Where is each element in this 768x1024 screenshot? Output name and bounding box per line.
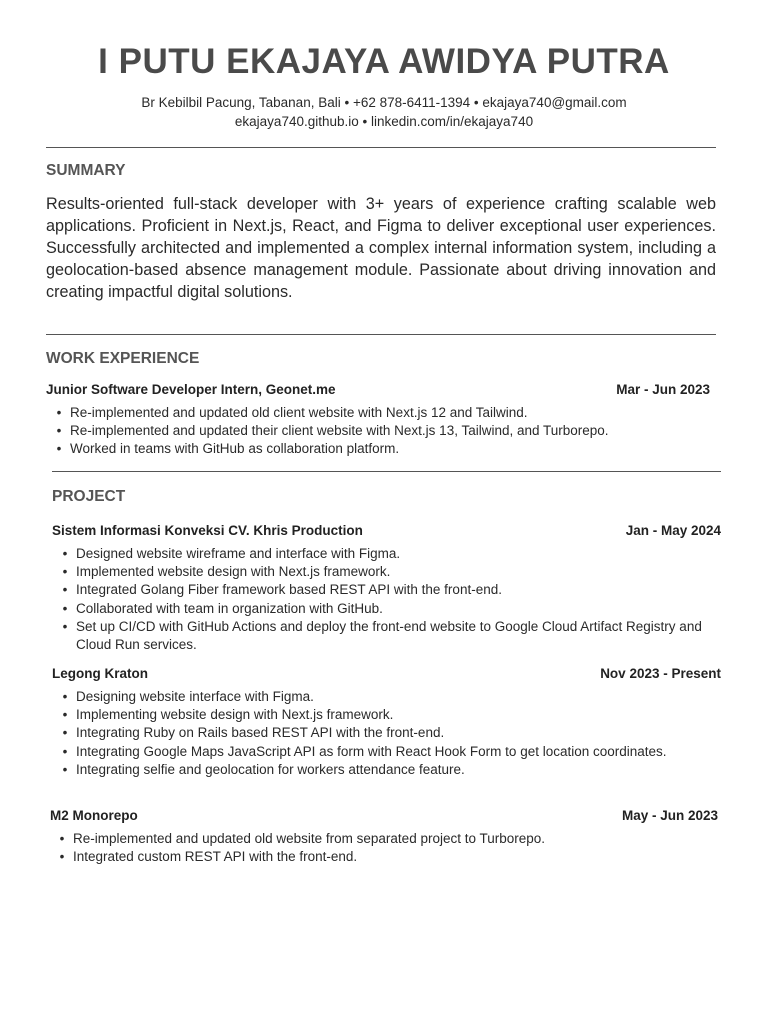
- divider-header: [46, 147, 716, 148]
- project-entry-name: M2 Monorepo: [50, 808, 138, 823]
- bullet-icon: •: [62, 743, 68, 759]
- list-item: [62, 724, 686, 742]
- list-item-text: Integrated custom REST API with the front-end.: [73, 849, 358, 865]
- list-item-text: Integrating Google Maps JavaScript API as form with React Hook Form to get location coordinates.: [76, 743, 667, 759]
- list-item-text: Re-implemented and updated old website from separated project to Turborepo.: [73, 831, 546, 846]
- candidate-name: I PUTU EKAJAYA AWIDYA PUTRA: [98, 42, 670, 81]
- work-entry-bullets: [56, 404, 710, 459]
- list-item: [59, 848, 703, 866]
- bullet-icon: •: [62, 618, 68, 634]
- list-item: [62, 688, 686, 706]
- list-item-text: Re-implemented and updated their client website with Next.js 13, Tailwind, and Turborepo.: [70, 423, 609, 439]
- list-item-text: Collaborated with team in organization with GitHub.: [76, 600, 383, 616]
- bullet-icon: •: [59, 849, 65, 865]
- list-item: [56, 404, 710, 422]
- divider-work: [52, 471, 721, 472]
- list-item-text: Designing website interface with Figma.: [76, 689, 314, 704]
- work-entry-role: Junior Software Developer Intern, Geonet.me: [46, 382, 336, 397]
- project-entry-date: Nov 2023 - Present: [600, 666, 721, 681]
- list-item: [56, 440, 710, 458]
- list-item-text: Re-implemented and updated old client website with Next.js 12 and Tailwind.: [70, 405, 528, 420]
- bullet-icon: •: [59, 831, 65, 846]
- bullet-icon: •: [56, 441, 62, 457]
- list-item-text: Designed website wireframe and interface with Figma.: [76, 546, 401, 561]
- list-item: [62, 618, 706, 654]
- summary-text: Results-oriented full-stack developer with 3+ years of experience crafting scalable web applications. Proficient in Next.js, React, and Figma to deliver exceptional user experiences. Successfully architected and implemented a complex internal information system, including a geolocation-based absence management module. Passionate about driving innovation and creating impactful digital solutions.: [46, 195, 716, 301]
- summary-title: SUMMARY: [46, 162, 126, 179]
- project-title: PROJECT: [52, 488, 126, 505]
- list-item-text: Implementing website design with Next.js framework.: [76, 707, 394, 723]
- work-experience-title: WORK EXPERIENCE: [46, 350, 200, 367]
- bullet-icon: •: [62, 546, 68, 561]
- list-item-text: Set up CI/CD with GitHub Actions and deploy the front-end website to Google Cloud Artifact Registry and Cloud Run services.: [76, 618, 702, 653]
- contact-line-2: ekajaya740.github.io • linkedin.com/in/ekajaya740: [234, 114, 534, 129]
- list-item: [59, 830, 703, 848]
- list-item: [62, 743, 686, 761]
- project-entry-date: Jan - May 2024: [625, 523, 721, 538]
- bullet-icon: •: [56, 423, 62, 439]
- work-entry-date: Mar - Jun 2023: [616, 382, 710, 397]
- bullet-icon: •: [62, 725, 68, 741]
- list-item-text: Implemented website design with Next.js framework.: [76, 564, 391, 580]
- project-entry-bullets: [59, 830, 703, 866]
- project-entry-bullets: [62, 545, 706, 654]
- list-item: [56, 422, 710, 440]
- list-item-text: Worked in teams with GitHub as collaboration platform.: [70, 441, 400, 457]
- divider-summary: [46, 334, 716, 335]
- project-entry-date: May - Jun 2023: [621, 808, 718, 823]
- list-item: [62, 706, 686, 724]
- list-item-text: Integrating selfie and geolocation for workers attendance feature.: [76, 761, 465, 777]
- bullet-icon: •: [62, 600, 68, 616]
- list-item-text: Integrated Golang Fiber framework based REST API with the front-end.: [76, 582, 502, 598]
- list-item: [62, 545, 706, 563]
- bullet-icon: •: [56, 405, 62, 420]
- project-entry-name: Legong Kraton: [52, 666, 148, 681]
- list-item: [62, 761, 686, 779]
- list-item: [62, 581, 706, 599]
- bullet-icon: •: [62, 582, 68, 598]
- bullet-icon: •: [62, 707, 68, 723]
- bullet-icon: •: [62, 689, 68, 704]
- list-item: [62, 563, 706, 581]
- list-item: [62, 600, 706, 618]
- contact-line-1: Br Kebilbil Pacung, Tabanan, Bali • +62 878-6411-1394 • ekajaya740@gmail.com: [141, 95, 627, 110]
- list-item-text: Integrating Ruby on Rails based REST API with the front-end.: [76, 725, 445, 741]
- bullet-icon: •: [62, 564, 68, 580]
- project-entry-name: Sistem Informasi Konveksi CV. Khris Production: [52, 523, 363, 538]
- project-entry-bullets: [62, 688, 686, 779]
- bullet-icon: •: [62, 761, 68, 777]
